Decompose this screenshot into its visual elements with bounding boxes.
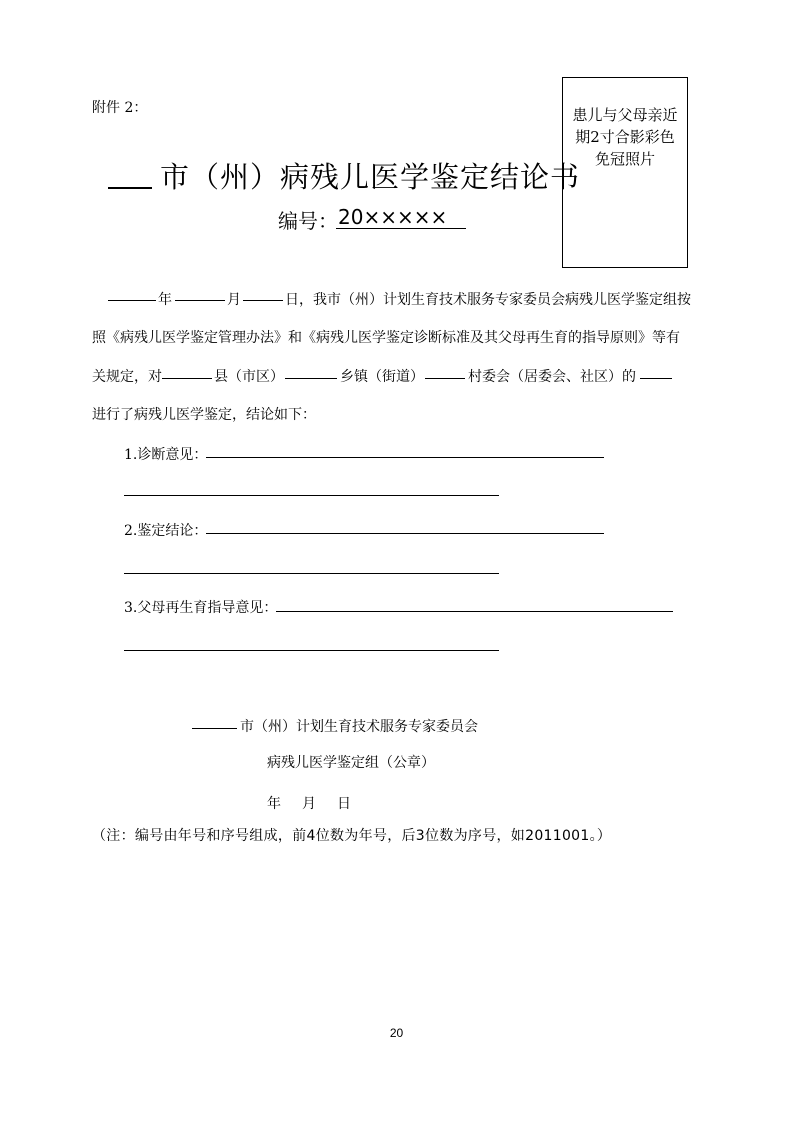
county-label: 县（市区）	[214, 369, 284, 385]
group-seal: 病残儿医学鉴定组（公章）	[267, 755, 435, 771]
township-label: 乡镇（街道）	[340, 369, 424, 385]
signature-day: 日	[337, 796, 351, 812]
conclusion-line-1	[206, 533, 604, 534]
committee-name: 市（州）计划生育技术服务专家委员会	[240, 719, 478, 735]
year-blank	[108, 300, 156, 301]
diagnosis-label: 1.诊断意见：	[124, 447, 208, 463]
village-label: 村委会（居委会、社区）的	[468, 369, 636, 385]
village-blank	[425, 378, 465, 379]
guidance-label: 3.父母再生育指导意见：	[124, 600, 278, 616]
body-line-3-prefix: 关规定，对	[92, 369, 162, 385]
attachment-label: 附件 2：	[92, 100, 148, 116]
guidance-line-2	[124, 650, 499, 651]
county-blank	[162, 378, 212, 379]
committee-city-blank	[192, 728, 237, 729]
month-label: 月	[227, 292, 241, 308]
body-line-1: 日，我市（州）计划生育技术服务专家委员会病残儿医学鉴定组按	[285, 292, 691, 308]
year-label: 年	[158, 292, 172, 308]
signature-year: 年	[267, 796, 281, 812]
diagnosis-line-2	[124, 495, 499, 496]
body-line-2: 照《病残儿医学鉴定管理办法》和《病残儿医学鉴定诊断标准及其父母再生育的指导原则》等有	[92, 330, 680, 346]
serial-underline	[336, 228, 466, 229]
photo-box	[562, 77, 688, 268]
conclusion-label: 2.鉴定结论：	[124, 523, 208, 539]
body-line-4: 进行了病残儿医学鉴定，结论如下：	[92, 407, 316, 423]
person-blank	[640, 378, 672, 379]
guidance-line-1	[276, 611, 673, 612]
diagnosis-line-1	[206, 457, 604, 458]
day-blank	[243, 300, 283, 301]
serial-value: 20×××××	[338, 205, 448, 229]
township-blank	[285, 378, 337, 379]
page-number: 20	[389, 1026, 404, 1040]
photo-caption: 患儿与父母亲近期2寸合影彩色免冠照片	[572, 106, 678, 168]
city-name-blank	[108, 187, 152, 189]
document-title: 市（州）病残儿医学鉴定结论书	[160, 160, 581, 194]
signature-month: 月	[302, 796, 316, 812]
footnote: （注：编号由年号和序号组成，前4位数为年号，后3位数为序号，如2011001。）	[92, 828, 612, 844]
month-blank	[175, 300, 225, 301]
conclusion-line-2	[124, 573, 499, 574]
serial-label: 编号：	[278, 209, 338, 233]
